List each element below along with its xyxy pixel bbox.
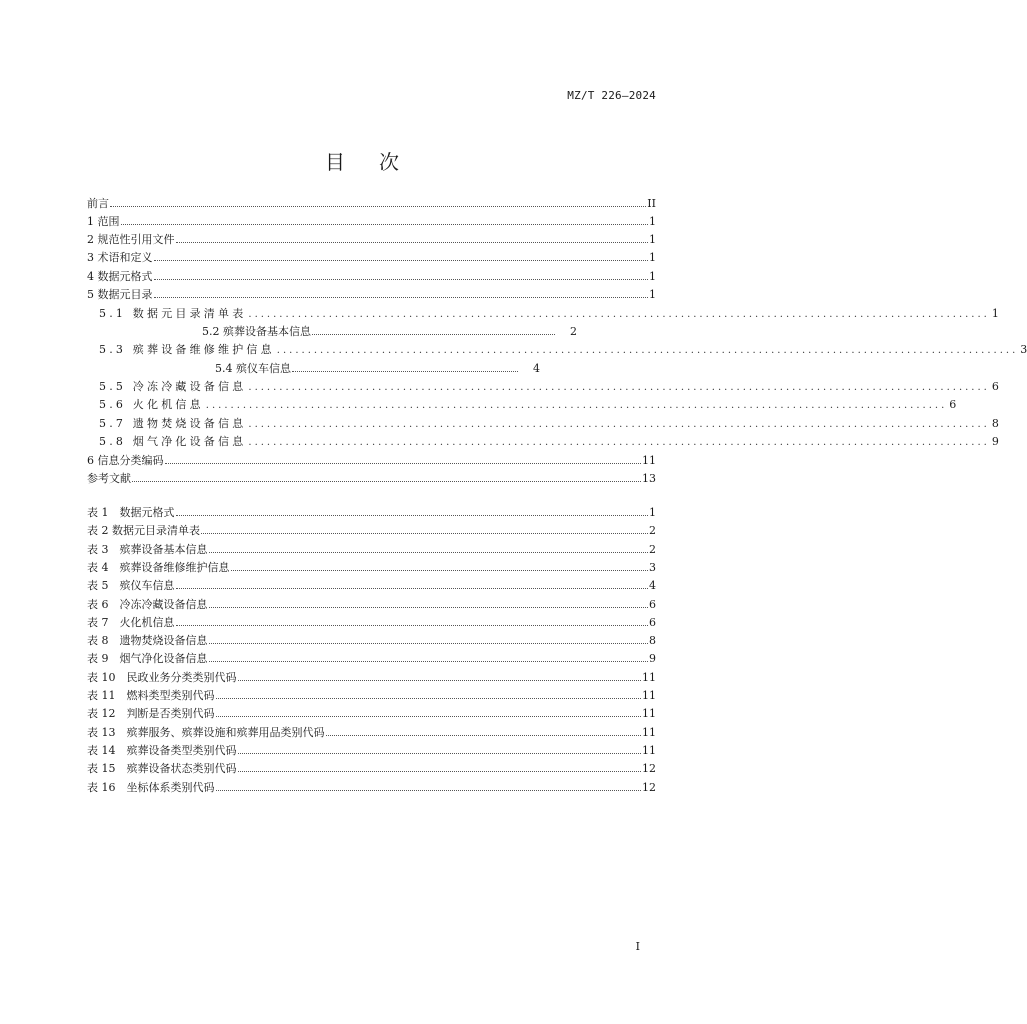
leader-dots	[176, 515, 649, 516]
toc-entry-label: 表 8 遗物焚烧设备信息	[87, 634, 208, 647]
leader-dots	[238, 753, 642, 754]
toc-entry-label: 表 13 殡葬服务、殡葬设施和殡葬用品类别代码	[87, 726, 325, 739]
leader-dots: ........................................................................................................................	[248, 309, 990, 320]
toc-entry[interactable]	[87, 471, 656, 487]
toc-entry-label: 表 11 燃料类型类别代码	[87, 689, 215, 702]
leader-dots	[231, 570, 649, 571]
leader-dots: ........................................................................................................................	[248, 437, 990, 448]
toc-entry[interactable]	[87, 542, 656, 558]
toc-entry[interactable]	[87, 453, 656, 469]
toc-entry-label: 表 5 殡仪车信息	[87, 579, 175, 592]
toc-entry-page: 13	[642, 472, 656, 485]
toc-entry[interactable]	[215, 361, 540, 377]
toc-entry-label: 5.8 烟气净化设备信息	[99, 435, 247, 448]
toc-entry-page: 1	[649, 506, 656, 519]
toc-entry-label: 表 6 冷冻冷藏设备信息	[87, 598, 208, 611]
leader-dots	[201, 533, 648, 534]
toc-entry-page: 11	[642, 454, 656, 467]
toc-entry[interactable]	[87, 633, 656, 649]
toc-entry-page: II	[647, 197, 656, 210]
page-number: I	[635, 940, 640, 953]
toc-entry-page: 2	[649, 543, 656, 556]
toc-entry[interactable]	[87, 523, 656, 539]
standard-code: MZ/T 226—2024	[567, 89, 656, 102]
toc-entry[interactable]	[87, 651, 656, 667]
leader-dots	[209, 661, 649, 662]
toc-entry-page: 11	[642, 726, 656, 739]
toc-entry[interactable]	[87, 196, 656, 212]
toc-entry[interactable]	[87, 688, 656, 704]
toc-entry-label: 表 10 民政业务分类类别代码	[87, 671, 237, 684]
toc-entry-page: 9	[649, 652, 656, 665]
toc-entry[interactable]	[87, 287, 656, 303]
toc-entry-page: 4	[649, 579, 656, 592]
leader-dots	[216, 698, 642, 699]
toc-entry-page: 1	[991, 307, 999, 320]
toc-entry-label: 5.7 遗物焚烧设备信息	[99, 417, 247, 430]
leader-dots	[121, 224, 649, 225]
leader-dots: ........................................................................................................................	[248, 419, 990, 430]
leader-dots	[165, 463, 642, 464]
leader-dots	[154, 297, 649, 298]
toc-entry[interactable]	[87, 505, 656, 521]
toc-entry-label: 5.3 殡葬设备维修维护信息	[99, 343, 275, 356]
toc-entry-page: 12	[642, 762, 656, 775]
leader-dots	[209, 643, 649, 644]
toc-entry-page: 11	[642, 671, 656, 684]
toc-entry-page: 6	[649, 616, 656, 629]
toc-entry[interactable]	[99, 397, 957, 413]
leader-dots	[238, 771, 642, 772]
toc-entry[interactable]	[87, 615, 656, 631]
leader-dots	[312, 334, 555, 335]
toc-entry[interactable]	[87, 725, 656, 741]
toc-entry-page: 1	[649, 270, 656, 283]
toc-entry-label: 5.4 殡仪车信息	[215, 362, 291, 375]
toc-entry[interactable]	[87, 670, 656, 686]
toc-entry-label: 表 12 判断是否类别代码	[87, 707, 215, 720]
leader-dots	[110, 206, 646, 207]
toc-entry-label: 表 9 烟气净化设备信息	[87, 652, 208, 665]
leader-dots	[176, 588, 649, 589]
leader-dots	[154, 260, 649, 261]
toc-entry-page: 11	[642, 689, 656, 702]
toc-entry[interactable]	[87, 743, 656, 759]
leader-dots	[209, 607, 649, 608]
toc-entry-label: 6 信息分类编码	[87, 454, 164, 467]
leader-dots	[216, 790, 642, 791]
toc-entry-page: 3	[649, 561, 656, 574]
leader-dots: ........................................................................................................................	[248, 382, 990, 393]
leader-dots	[238, 680, 642, 681]
toc-entry-label: 表 15 殡葬设备状态类别代码	[87, 762, 237, 775]
toc-entry-label: 5.6 火化机信息	[99, 398, 204, 411]
toc-entry[interactable]	[202, 324, 577, 340]
toc-entry-label: 表 4 殡葬设备维修维护信息	[87, 561, 230, 574]
toc-entry-page: 1	[649, 288, 656, 301]
toc-entry-page: 4	[533, 362, 540, 375]
leader-dots	[292, 371, 518, 372]
toc-entry-page: 6	[949, 398, 957, 411]
toc-entry[interactable]	[87, 269, 656, 285]
toc-entry-page: 11	[642, 707, 656, 720]
leader-dots	[326, 735, 642, 736]
toc-entry-label: 表 1 数据元格式	[87, 506, 175, 519]
toc-entry[interactable]	[99, 379, 999, 395]
toc-entry-label: 3 术语和定义	[87, 251, 153, 264]
toc-entry-label: 5 数据元目录	[87, 288, 153, 301]
toc-entry[interactable]	[87, 706, 656, 722]
toc-entry[interactable]	[99, 342, 1027, 358]
toc-entry[interactable]	[87, 597, 656, 613]
toc-entry-page: 8	[991, 417, 999, 430]
toc-entry-page: 3	[1020, 343, 1027, 356]
toc-entry-label: 表 16 坐标体系类别代码	[87, 781, 215, 794]
toc-entry-label: 表 7 火化机信息	[87, 616, 175, 629]
toc-entry[interactable]	[87, 214, 656, 230]
toc-entry-label: 1 范围	[87, 215, 120, 228]
toc-entry-label: 5.1 数据元目录清单表	[99, 307, 247, 320]
toc-entry[interactable]	[87, 560, 656, 576]
toc-entry[interactable]	[99, 434, 999, 450]
toc-entry[interactable]	[99, 416, 999, 432]
toc-entry[interactable]	[87, 578, 656, 594]
toc-entry-page: 9	[991, 435, 999, 448]
toc-entry-label: 前言	[87, 197, 109, 210]
leader-dots	[216, 716, 642, 717]
leader-dots	[176, 625, 649, 626]
toc-entry-page: 6	[991, 380, 999, 393]
toc-entry-page: 2	[649, 524, 656, 537]
toc-entry-page: 1	[649, 215, 656, 228]
toc-entry-page: 1	[649, 233, 656, 246]
toc-entry[interactable]	[87, 232, 656, 248]
toc-entry-label: 表 14 殡葬设备类型类别代码	[87, 744, 237, 757]
toc-entry-label: 4 数据元格式	[87, 270, 153, 283]
leader-dots: ........................................................................................................................	[205, 400, 948, 411]
toc-entry-page: 2	[570, 325, 577, 338]
page-title: 目次	[325, 150, 433, 174]
leader-dots	[154, 279, 649, 280]
toc-entry-label: 表 2 数据元目录清单表	[87, 524, 200, 537]
toc-entry[interactable]	[87, 780, 656, 796]
toc-entry[interactable]	[87, 761, 656, 777]
toc-entry-page: 1	[649, 251, 656, 264]
leader-dots	[176, 242, 649, 243]
toc-entry-label: 5.5 冷冻冷藏设备信息	[99, 380, 247, 393]
toc-entry[interactable]	[99, 306, 999, 322]
toc-entry-page: 8	[649, 634, 656, 647]
toc-entry[interactable]	[87, 250, 656, 266]
leader-dots: ........................................................................................................................	[276, 345, 1019, 356]
toc-entry-label: 参考文献	[87, 472, 131, 485]
leader-dots	[132, 481, 641, 482]
toc-entry-page: 11	[642, 744, 656, 757]
toc-entry-label: 2 规范性引用文件	[87, 233, 175, 246]
toc-entry-page: 6	[649, 598, 656, 611]
toc-entry-label: 表 3 殡葬设备基本信息	[87, 543, 208, 556]
toc-entry-page: 12	[642, 781, 656, 794]
leader-dots	[209, 552, 649, 553]
toc-entry-label: 5.2 殡葬设备基本信息	[202, 325, 311, 338]
